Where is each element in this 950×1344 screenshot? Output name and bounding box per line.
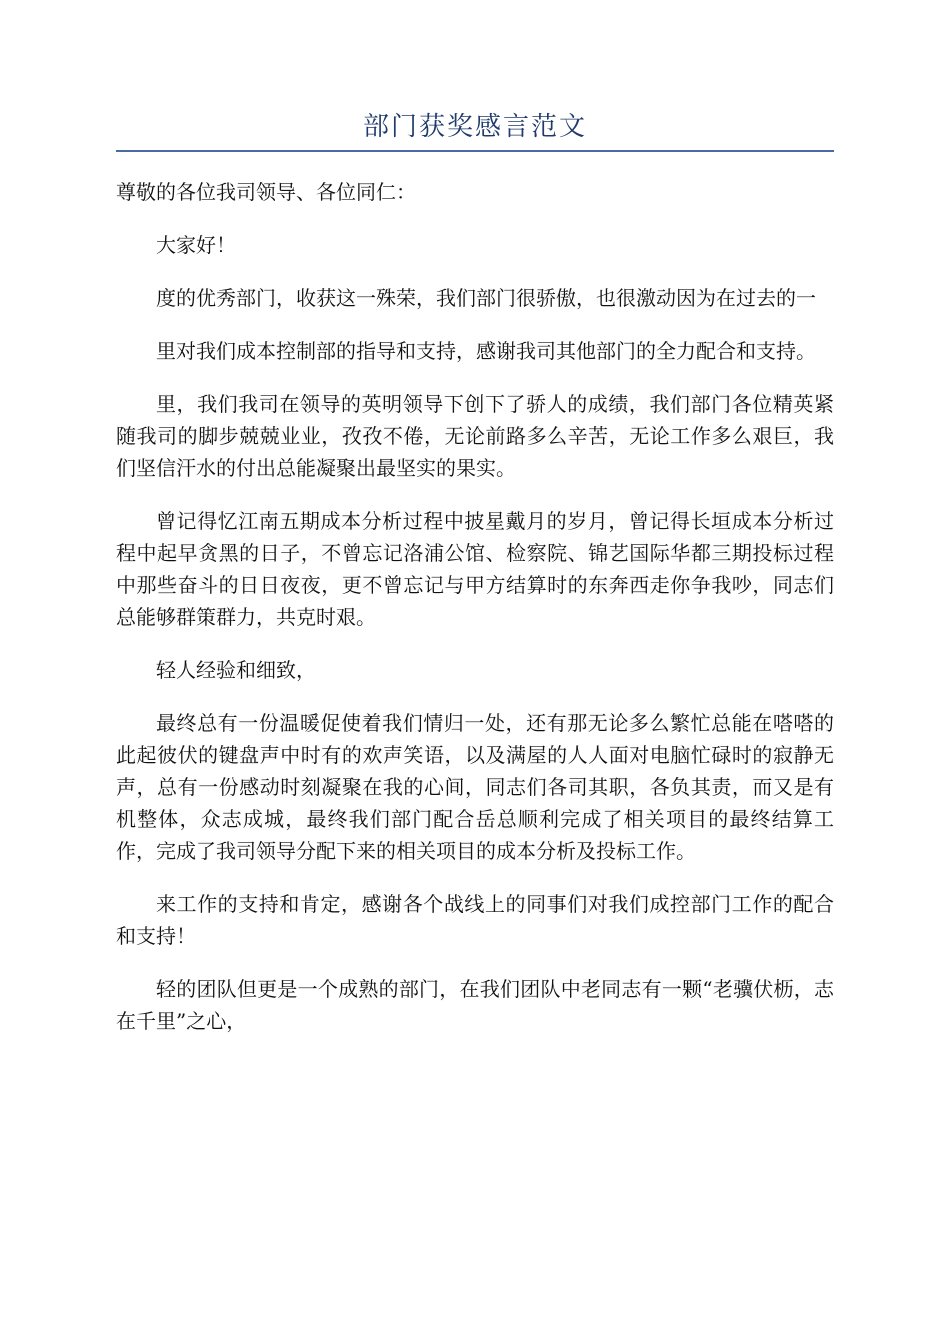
paragraph-gratitude: 来工作的支持和肯定，感谢各个战线上的同事们对我们成控部门工作的配合和支持！ xyxy=(116,892,834,948)
paragraph-award: 度的优秀部门，收获这一殊荣，我们部门很骄傲，也很激动因为在过去的一 xyxy=(156,286,816,310)
paragraph-memories: 曾记得忆江南五期成本分析过程中披星戴月的岁月，曾记得长垣成本分析过程中起早贪黑的日子，不曾忘记洛浦公馆、检察院、锦艺国际华都三期投标过程中那些奋斗的日日夜夜，更不曾忘记与甲方结算时的东奔西走你争我吵，同志们总能够群策群力，共克时艰。 xyxy=(116,509,834,629)
paragraph-achievements: 里，我们我司在领导的英明领导下创下了骄人的成绩，我们部门各位精英紧随我司的脚步兢兢业业，孜孜不倦，无论前路多么辛苦，无论工作多么艰巨，我们坚信汗水的付出总能凝聚出最坚实的果实。 xyxy=(116,392,834,480)
paragraph-young-staff: 轻人经验和细致， xyxy=(156,658,316,682)
paragraph-thanks: 里对我们成本控制部的指导和支持，感谢我司其他部门的全力配合和支持。 xyxy=(156,339,816,363)
paragraph-team: 轻的团队但更是一个成熟的部门，在我们团队中老同志有一颗“老骥伏枥，志在千里”之心， xyxy=(116,977,834,1033)
document-page xyxy=(116,110,834,1058)
paragraph-greeting: 大家好！ xyxy=(156,233,236,257)
salutation: 尊敬的各位我司领导、各位同仁： xyxy=(116,180,416,204)
title-underline xyxy=(116,150,834,152)
document-title: 部门获奖感言范文 xyxy=(362,112,587,142)
paragraph-teamwork: 最终总有一份温暖促使着我们情归一处，还有那无论多么繁忙总能在嗒嗒的此起彼伏的键盘声中时有的欢声笑语，以及满屋的人人面对电脑忙碌时的寂静无声，总有一份感动时刻凝聚在我的心间，同志们各司其职，各负其责，而又是有机整体，众志成城，最终我们部门配合岳总顺利完成了相关项目的最终结算工作，完成了我司领导分配下来的相关项目的成本分析及投标工作。 xyxy=(116,711,834,863)
